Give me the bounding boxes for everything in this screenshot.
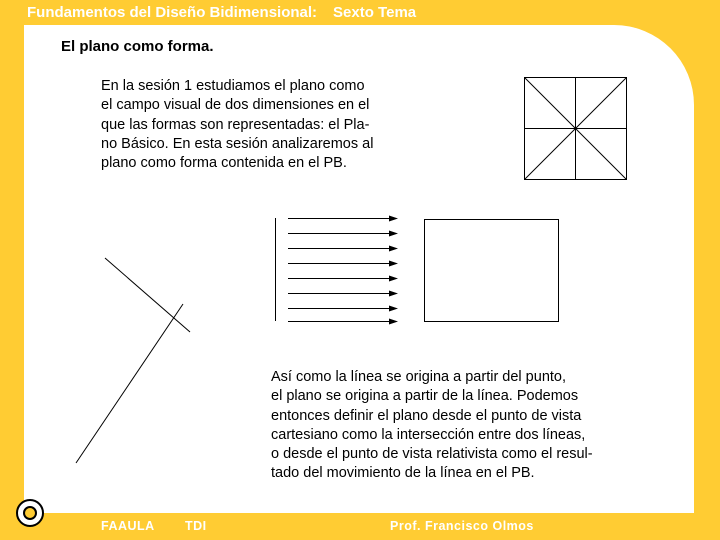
arrow-heads xyxy=(389,216,398,325)
theme-title: Sexto Tema xyxy=(333,4,417,21)
footer-dept: TDI xyxy=(185,519,207,533)
intersecting-line xyxy=(105,258,190,332)
definition-line: el plano se origina a partir de la línea. Podemos xyxy=(271,388,579,405)
footer-professor: Prof. Francisco Olmos xyxy=(390,519,534,533)
intro-line: plano como forma contenida en el PB. xyxy=(101,155,347,172)
motion-arrows xyxy=(288,219,390,322)
intersecting-lines-figure xyxy=(76,258,190,463)
definition-line: Así como la línea se origina a partir del punto, xyxy=(271,369,566,385)
moving-line-figure xyxy=(276,216,559,325)
intro-line: el campo visual de dos dimensiones en el xyxy=(101,97,370,114)
definition-line: entonces definir el plano desde el punto de vista xyxy=(271,407,582,424)
footer-school: FAAULA xyxy=(101,519,155,533)
resulting-plane xyxy=(425,220,559,322)
intro-line: En la sesión 1 estudiamos el plano como xyxy=(101,78,365,94)
divided-square-figure xyxy=(525,78,627,180)
intersecting-line xyxy=(76,304,183,463)
course-title: Fundamentos del Diseño Bidimensional: xyxy=(27,4,318,21)
logo-icon xyxy=(16,499,44,527)
slide-title: El plano como forma. xyxy=(61,38,214,55)
intro-line: no Básico. En esta sesión analizaremos al xyxy=(101,135,374,152)
definition-line: o desde el punto de vista relativista como el resul- xyxy=(271,446,593,463)
definition-line: tado del movimiento de la línea en el PB. xyxy=(271,465,535,482)
intro-line: que las formas son representadas: el Pla- xyxy=(101,116,370,133)
definition-line: cartesiano como la intersección entre dos líneas, xyxy=(271,426,586,443)
